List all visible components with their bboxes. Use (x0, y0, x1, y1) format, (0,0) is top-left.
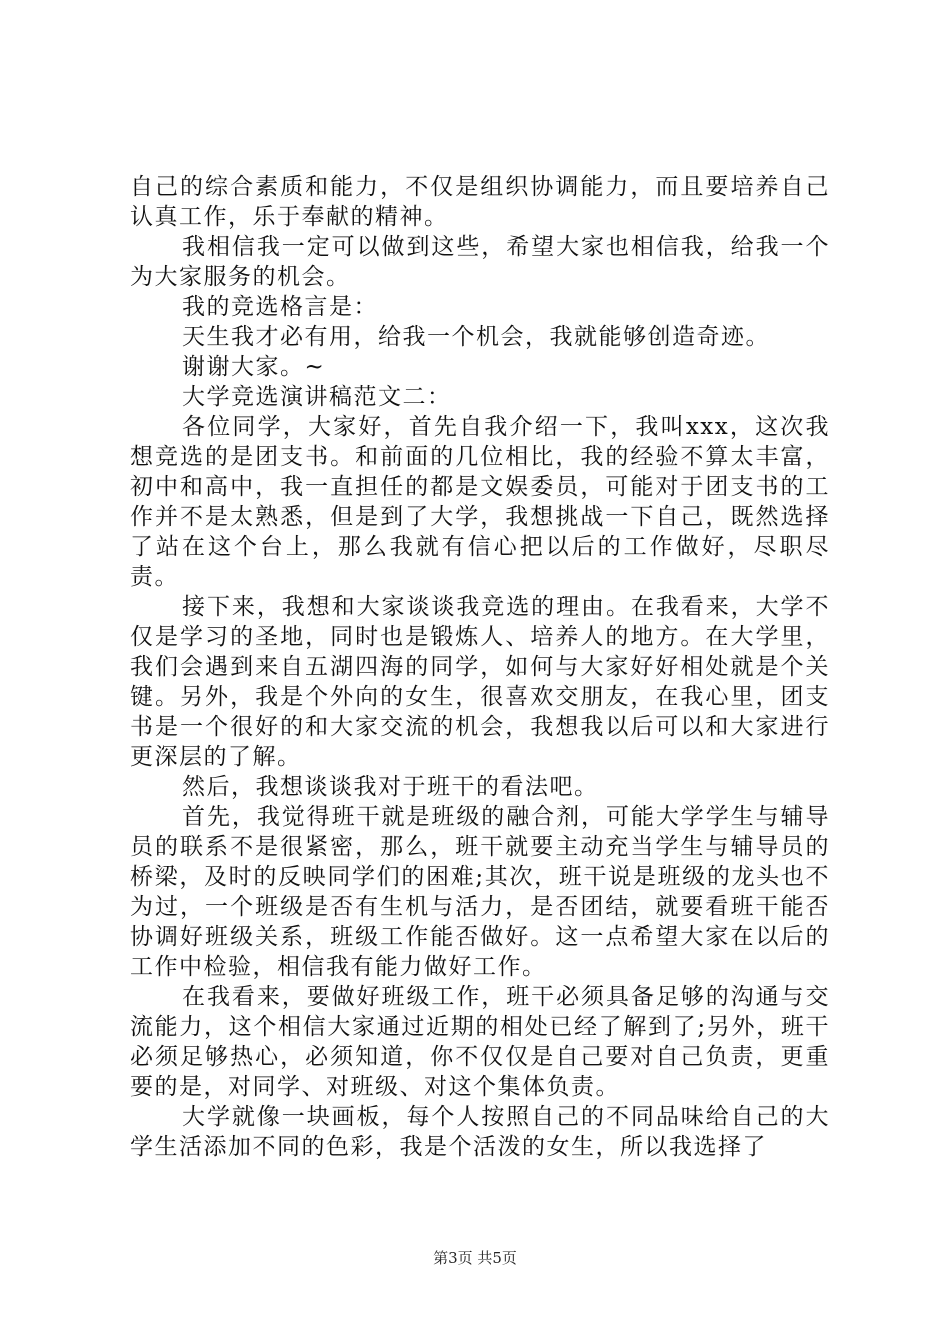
paragraph: 我相信我一定可以做到这些，希望大家也相信我，给我一个为大家服务的机会。 (130, 234, 830, 290)
paragraph: 天生我才必有用，给我一个机会，我就能够创造奇迹。 (182, 324, 770, 350)
paragraph-continuation: 自己的综合素质和能力，不仅是组织协调能力，而且要培养自己认真工作，乐于奉献的精神。 (130, 174, 830, 230)
paragraph: 各位同学，大家好，首先自我介绍一下，我叫xxx，这次我想竞选的是团支书。和前面的几位相比，我的经验不算太丰富，初中和高中，我一直担任的都是文娱委员，可能对于团支书的工作并不是太熟悉，但是到了大学，我想挑战一下自己，既然选择了站在这个台上，那么我就有信心把以后的工作做好，尽职尽责。 (130, 414, 830, 590)
paragraph: 谢谢大家。~ (182, 354, 326, 380)
paragraph: 大学就像一块画板，每个人按照自己的不同品味给自己的大学生活添加不同的色彩，我是个活泼的女生，所以我选择了 (130, 1104, 830, 1160)
paragraph: 在我看来，要做好班级工作，班干必须具备足够的沟通与交流能力，这个相信大家通过近期的相处已经了解到了;另外，班干必须足够热心，必须知道，你不仅仅是自己要对自己负责，更重要的是，对同学、对班级、对这个集体负责。 (130, 984, 830, 1100)
section-heading: 大学竞选演讲稿范文二： (182, 384, 452, 410)
paragraph: 首先，我觉得班干就是班级的融合剂，可能大学学生与辅导员的联系不是很紧密，那么，班干就要主动充当学生与辅导员的桥梁，及时的反映同学们的困难;其次，班干说是班级的龙头也不为过，一个班级是否有生机与活力，是否团结，就要看班干能否协调好班级关系，班级工作能否做好。这一点希望大家在以后的工作中检验，相信我有能力做好工作。 (130, 804, 830, 980)
paragraph: 接下来，我想和大家谈谈我竞选的理由。在我看来，大学不仅是学习的圣地，同时也是锻炼人、培养人的地方。在大学里，我们会遇到来自五湖四海的同学，如何与大家好好相处就是个关键。另外，我是个外向的女生，很喜欢交朋友，在我心里，团支书是一个很好的和大家交流的机会，我想我以后可以和大家进行更深层的了解。 (130, 594, 830, 770)
paragraph: 然后，我想谈谈我对于班干的看法吧。 (182, 774, 599, 800)
paragraph: 我的竞选格言是： (182, 294, 378, 320)
body-text (130, 172, 830, 1162)
page-number-footer: 第3页 共5页 (433, 1249, 517, 1267)
